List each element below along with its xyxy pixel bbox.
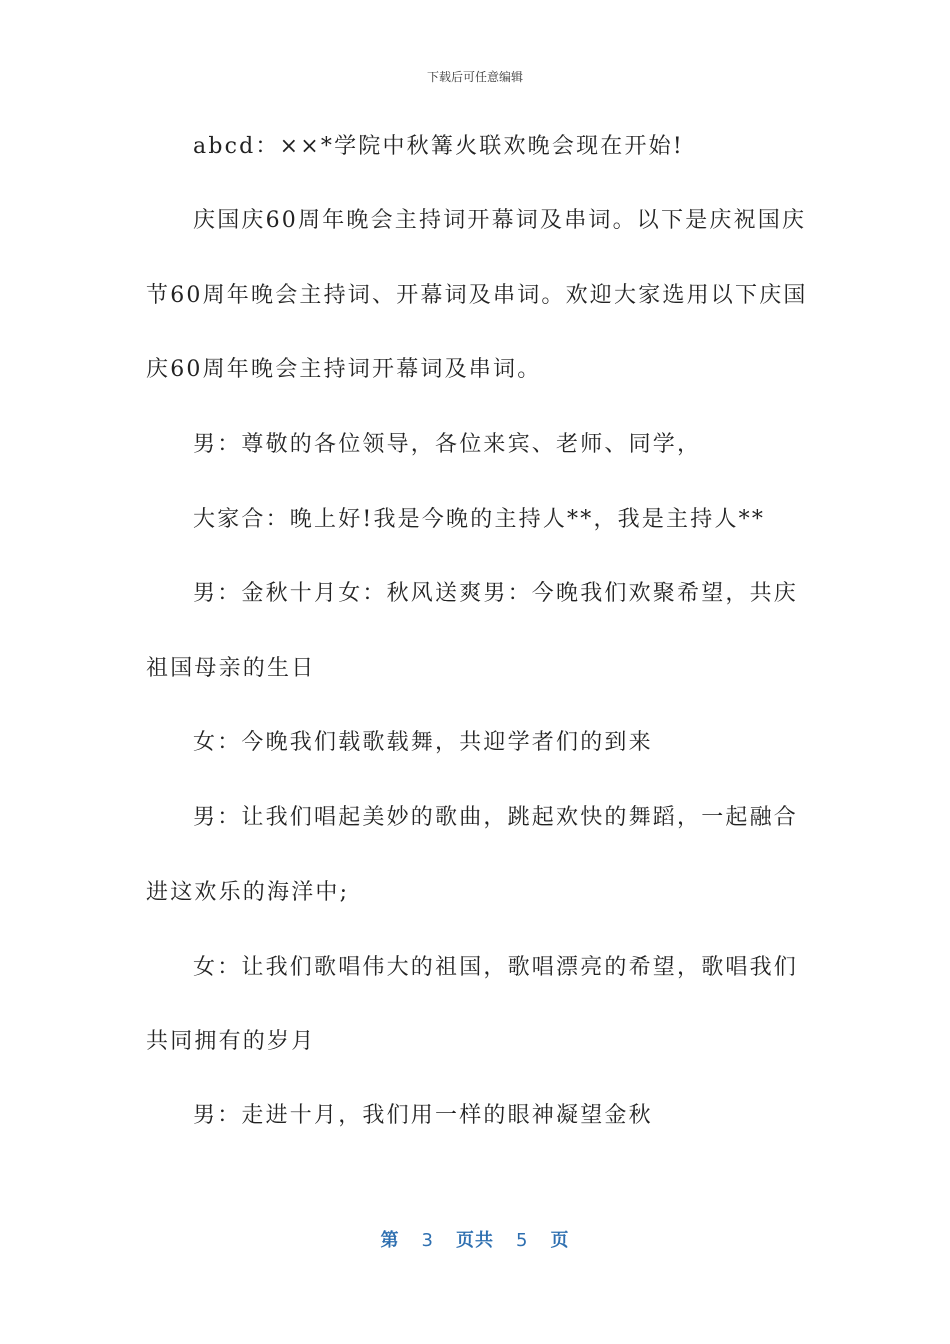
- page-footer: [0, 1226, 950, 1252]
- footer-middle: 页共: [456, 1230, 494, 1251]
- paragraph-line: 共同拥有的岁月: [146, 1029, 316, 1054]
- paragraph-line: 男：金秋十月女：秋风送爽男：今晚我们欢聚希望，共庆: [193, 581, 799, 606]
- paragraph-line: 男：尊敬的各位领导，各位来宾、老师、同学，: [193, 432, 702, 457]
- paragraph-line: 女：让我们歌唱伟大的祖国，歌唱漂亮的希望，歌唱我们: [193, 955, 799, 980]
- paragraph-line: 庆60周年晚会主持词开幕词及串词。: [146, 357, 542, 382]
- page-header: 下载后可任意编辑: [426, 70, 523, 84]
- paragraph-line: 祖国母亲的生日: [146, 656, 316, 681]
- total-pages-number: 5: [516, 1230, 529, 1251]
- current-page-number: 3: [421, 1230, 434, 1251]
- footer-suffix: 页: [550, 1230, 570, 1251]
- paragraph-line: 节60周年晚会主持词、开幕词及串词。欢迎大家选用以下庆国: [146, 283, 808, 308]
- paragraph-line: 大家合：晚上好!我是今晚的主持人**，我是主持人**: [193, 507, 766, 532]
- paragraph-line: 男：走进十月，我们用一样的眼神凝望金秋: [193, 1103, 653, 1128]
- paragraph-line: 进这欢乐的海洋中;: [146, 880, 350, 905]
- paragraph-line: 庆国庆60周年晚会主持词开幕词及串词。以下是庆祝国庆: [193, 208, 807, 233]
- paragraph-line: 女：今晚我们载歌载舞，共迎学者们的到来: [193, 730, 653, 755]
- footer-prefix: 第: [380, 1230, 400, 1251]
- paragraph-line: 男：让我们唱起美妙的歌曲，跳起欢快的舞蹈，一起融合: [193, 805, 799, 830]
- paragraph-line: abcd：××*学院中秋篝火联欢晚会现在开始!: [193, 134, 684, 159]
